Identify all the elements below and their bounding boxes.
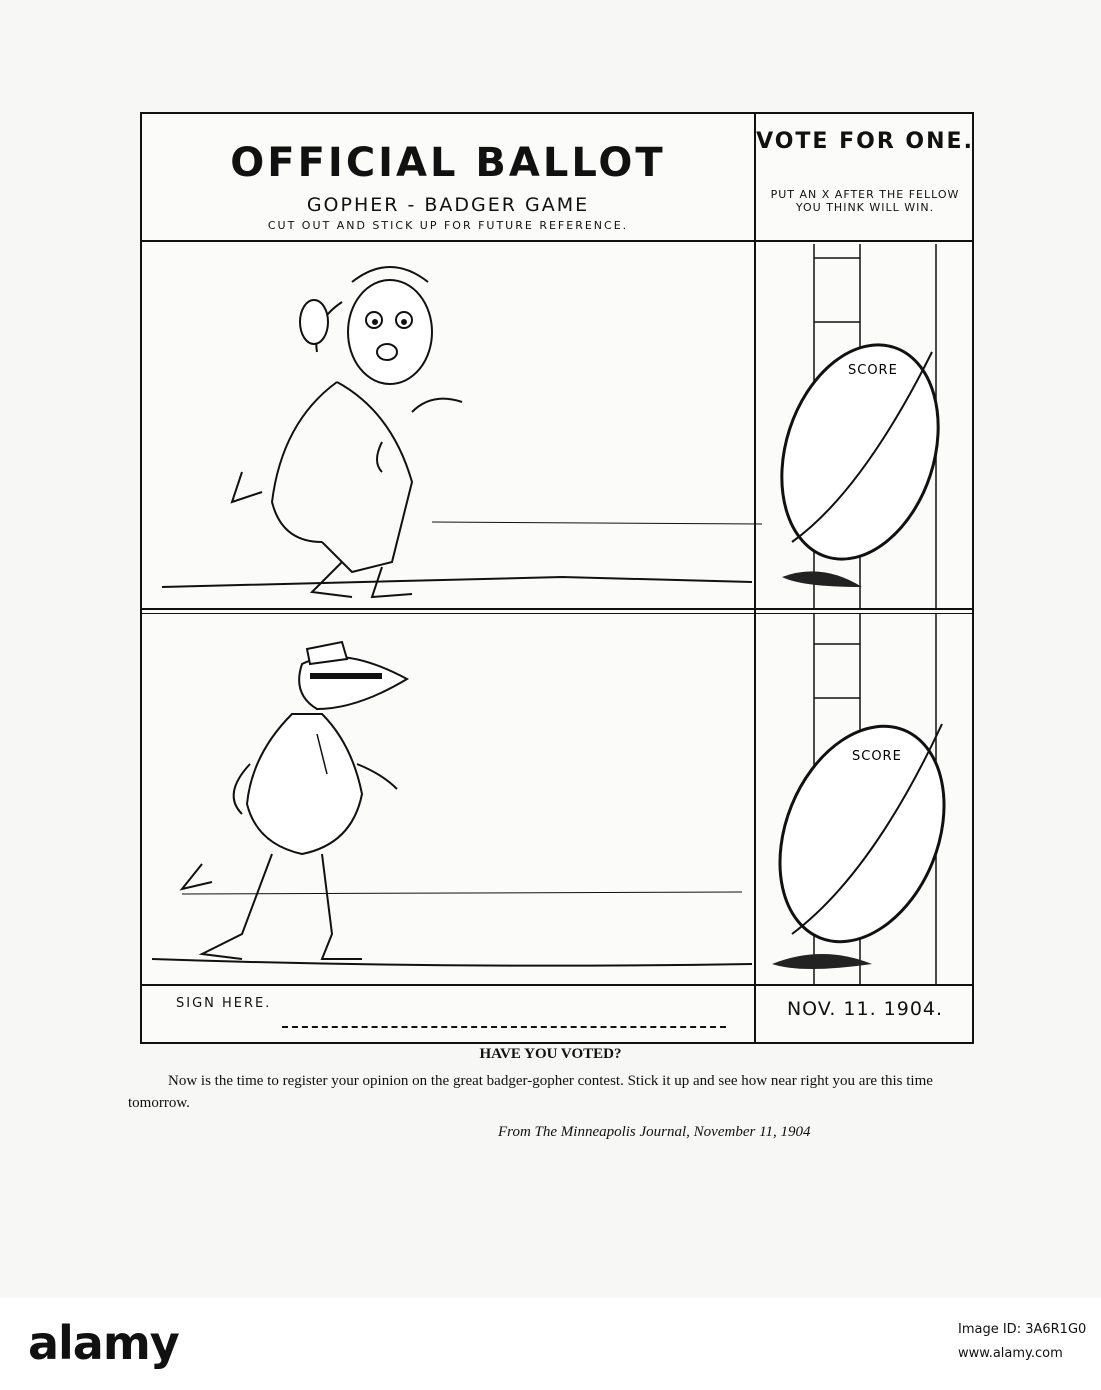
ballot-title: OFFICIAL BALLOT bbox=[230, 140, 666, 186]
signature-line bbox=[282, 1026, 726, 1028]
vote-instruction: PUT AN X AFTER THE FELLOW YOU THINK WILL WIN. bbox=[770, 188, 960, 214]
score-label-bottom: SCORE bbox=[852, 749, 902, 764]
stock-logo: alamy bbox=[28, 1316, 179, 1370]
ballot-frame bbox=[140, 112, 974, 1044]
ballot-subtitle: GOPHER - BADGER GAME bbox=[306, 194, 590, 216]
footer-divider bbox=[142, 984, 972, 986]
panel-divider-1 bbox=[142, 608, 972, 610]
ballot-instruction: CUT OUT AND STICK UP FOR FUTURE REFERENCE. bbox=[267, 219, 629, 232]
source-credit: From The Minneapolis Journal, November 11, 1904 bbox=[498, 1124, 811, 1140]
football-top-icon bbox=[756, 325, 965, 587]
gopher-cartoon-icon bbox=[162, 267, 762, 597]
image-id-label: Image ID: 3A6R1G0 bbox=[958, 1322, 1087, 1337]
stock-url: www.alamy.com bbox=[958, 1346, 1063, 1361]
badger-panel bbox=[142, 614, 972, 984]
ballot-date: NOV. 11. 1904. bbox=[786, 998, 944, 1020]
caption-body: Now is the time to register your opinion on the great badger-gopher contest. Stick it up and see how near right you are this time tomorrow. bbox=[128, 1073, 933, 1111]
stock-footer bbox=[0, 1298, 1101, 1390]
vote-title: VOTE FOR ONE. bbox=[756, 129, 974, 154]
football-bottom-icon bbox=[750, 702, 972, 969]
badger-cartoon-icon bbox=[152, 642, 752, 966]
score-label-top: SCORE bbox=[848, 363, 898, 378]
caption-heading: HAVE YOU VOTED? bbox=[479, 1046, 622, 1062]
gopher-panel bbox=[142, 242, 972, 608]
sign-label: SIGN HERE. bbox=[176, 996, 272, 1011]
